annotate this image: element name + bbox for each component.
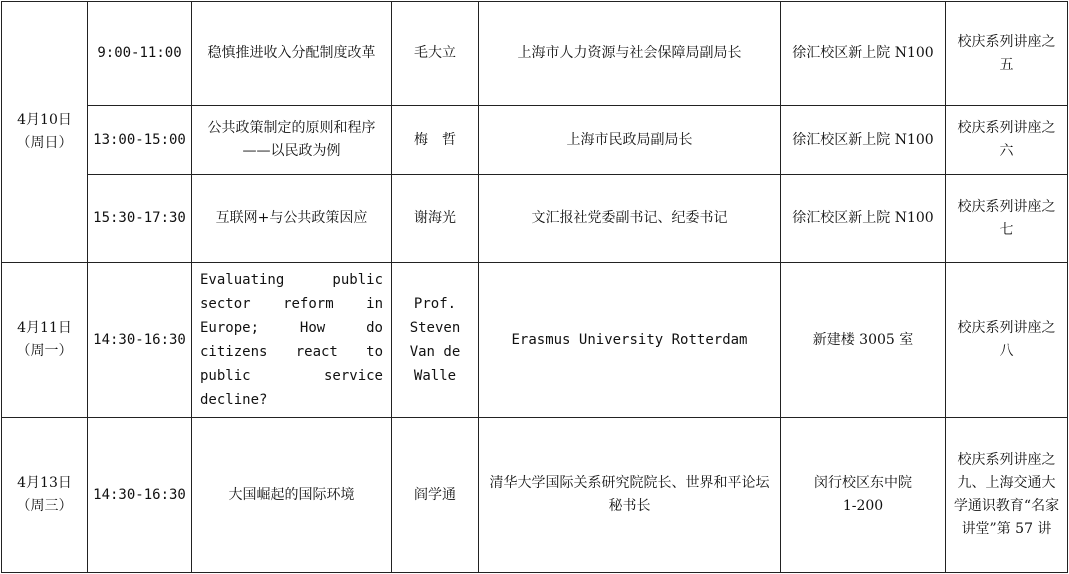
location-cell: 徐汇校区新上院 N100 bbox=[781, 2, 946, 106]
location-cell: 新建楼 3005 室 bbox=[781, 263, 946, 418]
speaker-cell bbox=[392, 263, 479, 418]
weekday-label: （周日） bbox=[16, 135, 73, 151]
speaker-title-cell: Erasmus University Rotterdam bbox=[479, 263, 781, 418]
topic-cell: 稳慎推进收入分配制度改革 bbox=[192, 2, 392, 106]
series-cell: 校庆系列讲座之八 bbox=[946, 263, 1068, 418]
speaker-name-line: Steven bbox=[409, 320, 461, 336]
speaker-title-cell: 上海市民政局副局长 bbox=[479, 106, 781, 175]
location-cell: 闵行校区东中院 1-200 bbox=[781, 418, 946, 573]
topic-cell: 大国崛起的国际环境 bbox=[192, 418, 392, 573]
time-cell: 14:30-16:30 bbox=[88, 418, 192, 573]
table-row bbox=[2, 418, 1068, 573]
topic-cell: 互联网+与公共政策因应 bbox=[192, 175, 392, 263]
speaker-name-line: Walle bbox=[413, 368, 457, 384]
time-cell: 15:30-17:30 bbox=[88, 175, 192, 263]
series-cell: 校庆系列讲座之五 bbox=[946, 2, 1068, 106]
time-cell: 9:00-11:00 bbox=[88, 2, 192, 106]
date-label: 4月10日 bbox=[17, 112, 72, 128]
speaker-title-cell: 上海市人力资源与社会保障局副局长 bbox=[479, 2, 781, 106]
date-cell bbox=[2, 263, 88, 418]
location-cell: 徐汇校区新上院 N100 bbox=[781, 106, 946, 175]
weekday-label: （周一） bbox=[16, 343, 73, 359]
weekday-label: （周三） bbox=[16, 498, 73, 514]
date-label: 4月11日 bbox=[17, 320, 72, 336]
speaker-name-line: Prof. bbox=[413, 296, 457, 312]
table-row bbox=[2, 175, 1068, 263]
speaker-cell: 阎学通 bbox=[392, 418, 479, 573]
topic-cell: Evaluating public sector reform in Europe; How do citizens react to public service decline? bbox=[192, 263, 392, 418]
table-row bbox=[2, 2, 1068, 106]
speaker-name-line: Van de bbox=[409, 344, 461, 360]
time-cell: 13:00-15:00 bbox=[88, 106, 192, 175]
speaker-title-cell: 文汇报社党委副书记、纪委书记 bbox=[479, 175, 781, 263]
table-row bbox=[2, 106, 1068, 175]
speaker-cell: 毛大立 bbox=[392, 2, 479, 106]
table-row bbox=[2, 263, 1068, 418]
topic-cell: 公共政策制定的原则和程序——以民政为例 bbox=[192, 106, 392, 175]
speaker-cell: 梅 哲 bbox=[392, 106, 479, 175]
speaker-title-cell: 清华大学国际关系研究院院长、世界和平论坛秘书长 bbox=[479, 418, 781, 573]
date-label: 4月13日 bbox=[17, 475, 72, 491]
lecture-schedule-table bbox=[1, 1, 1068, 573]
time-cell: 14:30-16:30 bbox=[88, 263, 192, 418]
date-cell bbox=[2, 418, 88, 573]
location-cell: 徐汇校区新上院 N100 bbox=[781, 175, 946, 263]
date-cell bbox=[2, 2, 88, 263]
series-cell: 校庆系列讲座之九、上海交通大学通识教育“名家讲堂”第 57 讲 bbox=[946, 418, 1068, 573]
series-cell: 校庆系列讲座之六 bbox=[946, 106, 1068, 175]
series-cell: 校庆系列讲座之七 bbox=[946, 175, 1068, 263]
speaker-cell: 谢海光 bbox=[392, 175, 479, 263]
